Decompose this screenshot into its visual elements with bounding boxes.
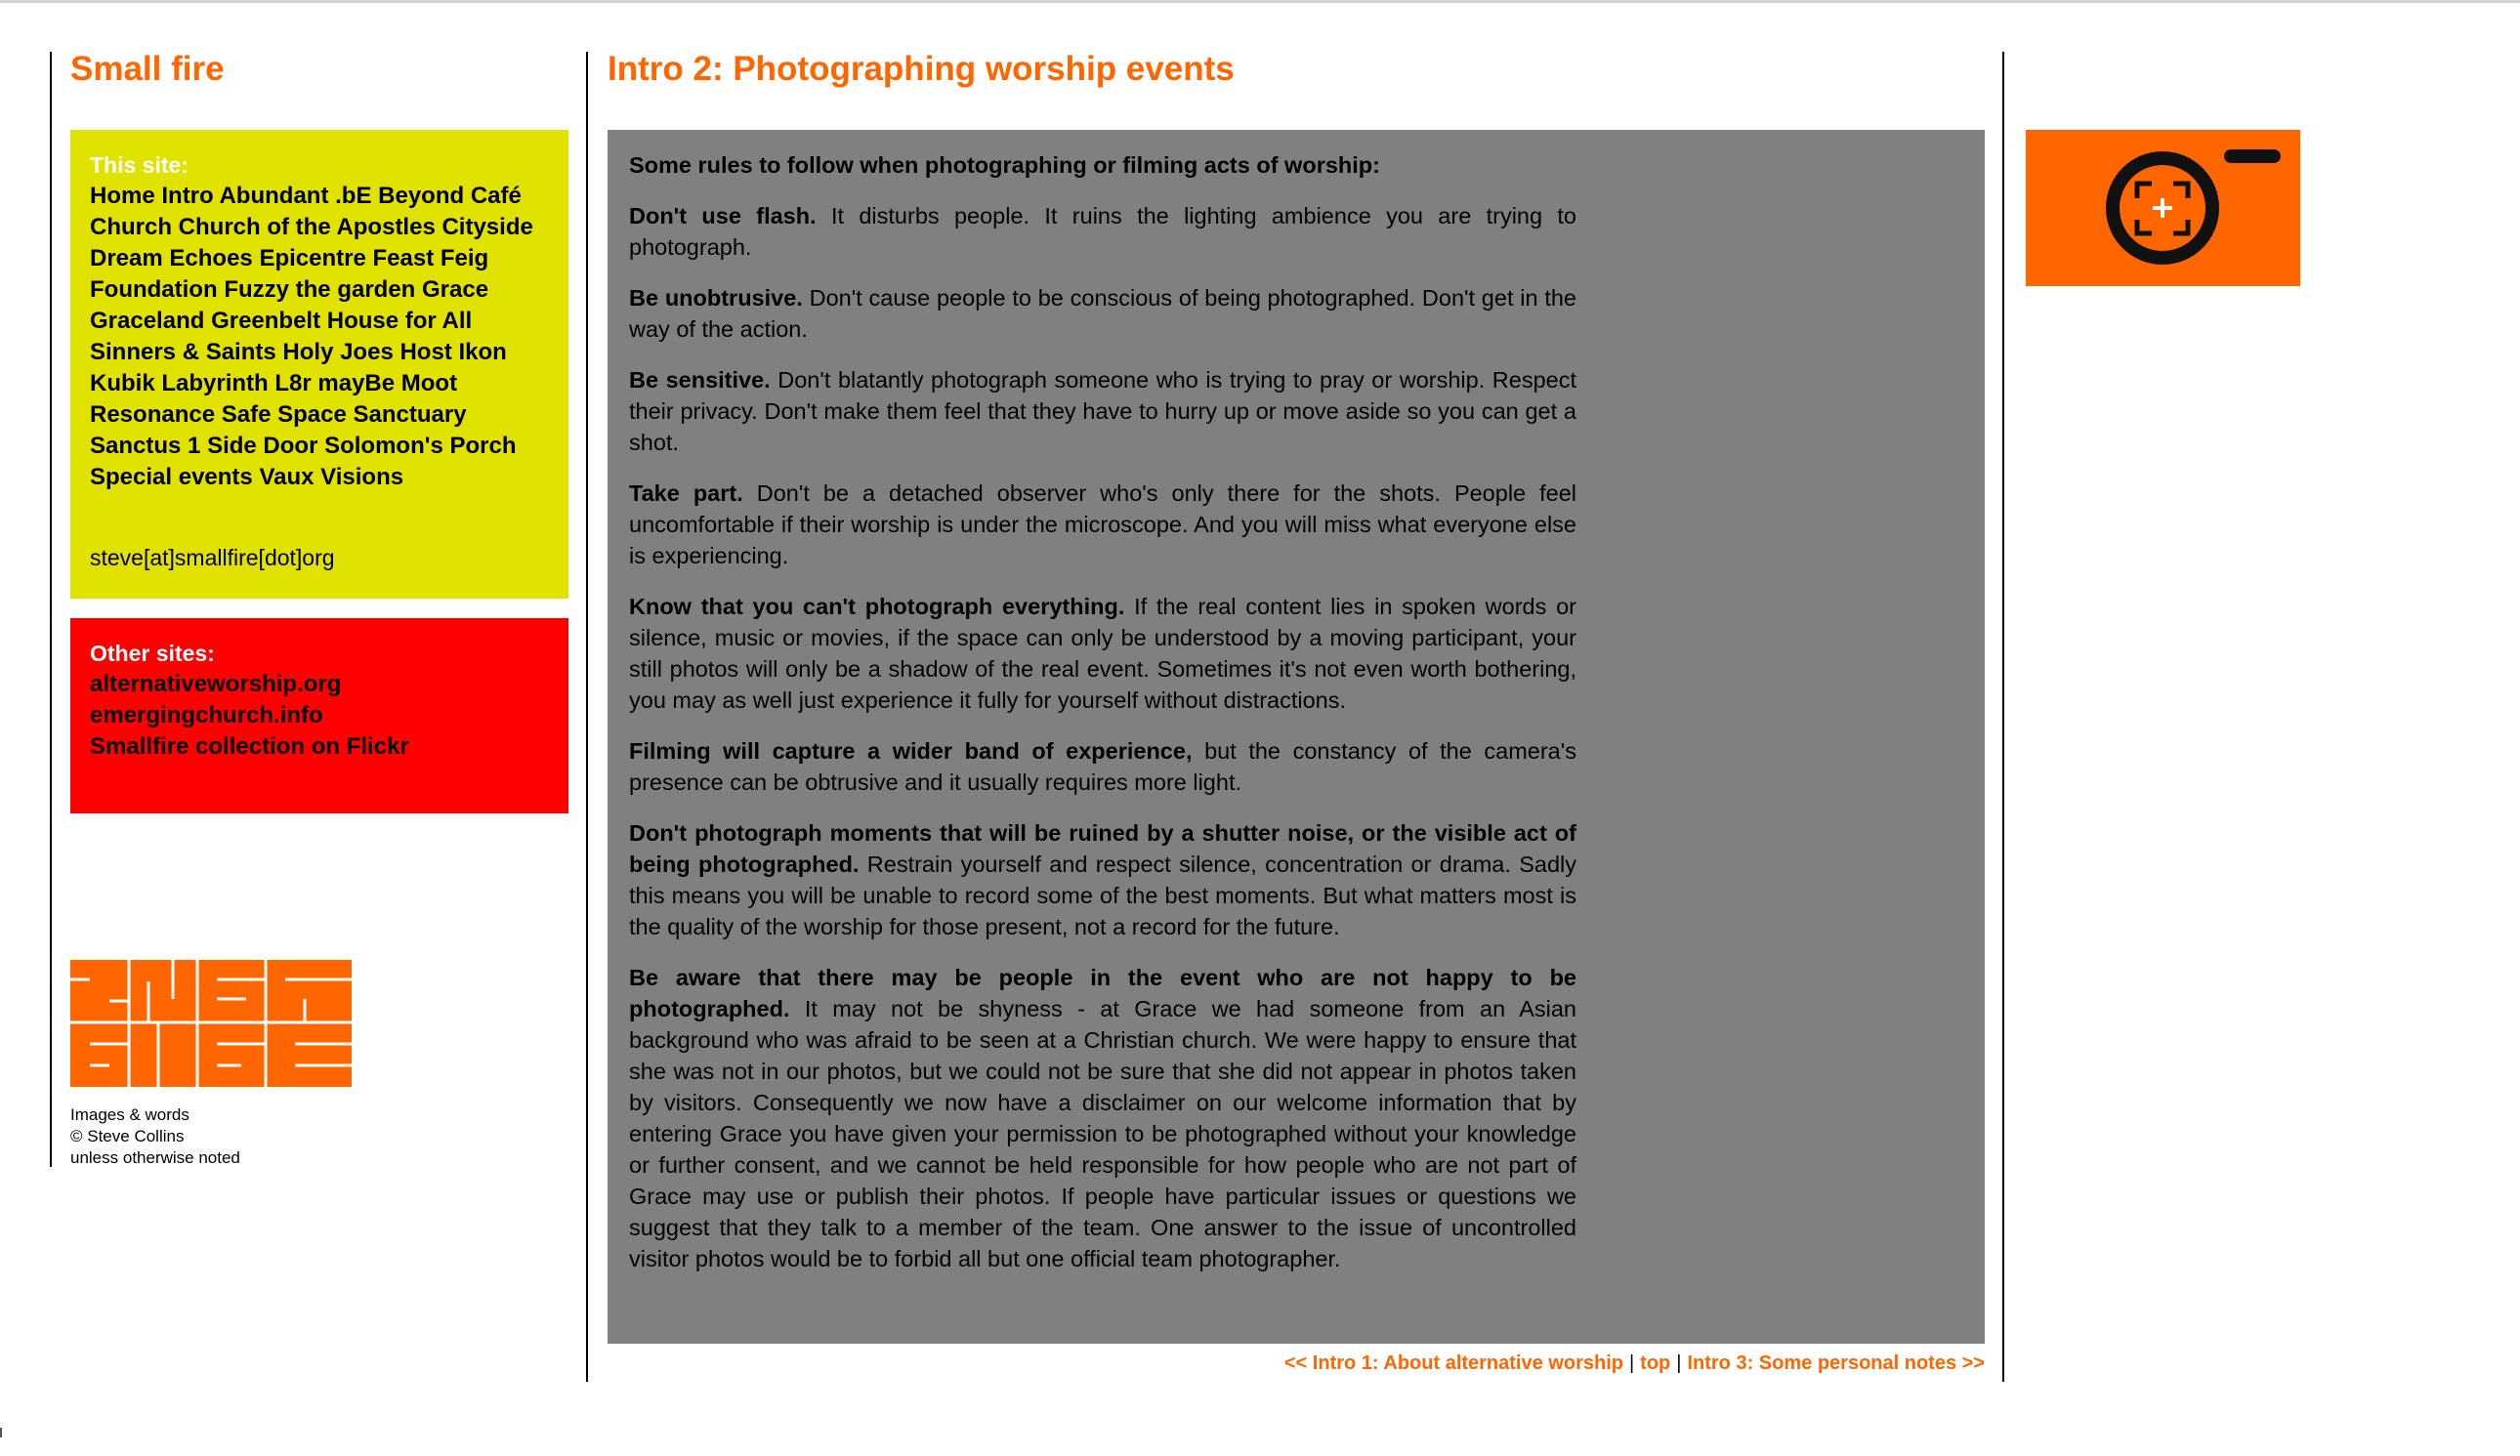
rule-lead: Be aware that there may be people in the event who are not happy to be photographed.	[629, 965, 1576, 1021]
sidebar-link[interactable]: mayBe	[317, 370, 396, 396]
rule-lead: Know that you can't photograph everything.	[629, 594, 1125, 619]
sidebar-link[interactable]: Vaux	[259, 464, 315, 490]
sidebar-link[interactable]: Feast	[372, 245, 435, 271]
rule-lead: Don't photograph moments that will be ruined by a shutter noise, or the visible act of being photographed.	[629, 820, 1576, 877]
site-title[interactable]: Small fire	[70, 50, 225, 88]
link-emergingchurch[interactable]: emergingchurch.info	[90, 702, 323, 728]
rule-body: Don't be a detached observer who's only there for the shots. People feel uncomfortable if their worship is under the microscope. And you will miss what everyone else is experiencing.	[629, 480, 1576, 568]
sidebar-link[interactable]: House for All Sinners & Saints	[90, 308, 473, 365]
this-site-heading: This site:	[90, 152, 189, 178]
rule-paragraph	[629, 591, 1576, 716]
other-sites-heading: Other sites:	[90, 641, 215, 666]
rule-lead: Filming will capture a wider band of experience,	[629, 738, 1193, 764]
rule-paragraph	[629, 735, 1576, 798]
article-panel	[608, 130, 1985, 1344]
sidebar-link[interactable]: Dream	[90, 245, 163, 271]
nav-separator: |	[1628, 1352, 1635, 1374]
sidebar-link[interactable]: Sanctuary	[353, 401, 467, 428]
rule-paragraph	[629, 478, 1576, 571]
sidebar-link[interactable]: Abundant	[219, 183, 329, 209]
rule-lead: Take part.	[629, 480, 743, 506]
article-body	[629, 149, 1576, 1274]
sidebar-link[interactable]: Side Door	[207, 433, 318, 459]
smallfire-logo	[70, 960, 352, 1087]
edge-mark	[0, 1428, 2, 1437]
sidebar-link[interactable]: .bE	[335, 183, 372, 209]
credits-line: unless otherwise noted	[70, 1148, 240, 1167]
sidebar-link[interactable]: Sanctus 1	[90, 433, 201, 459]
rule-paragraph	[629, 962, 1576, 1274]
camera-graphic	[2026, 130, 2300, 286]
rule-paragraph	[629, 282, 1576, 345]
sidebar-link[interactable]: Intro	[161, 183, 214, 209]
footer-nav	[1284, 1352, 1985, 1375]
rule-lead: Be unobtrusive.	[629, 285, 803, 311]
rule-body: Restrain yourself and respect silence, concentration or drama. Sadly this means you will be unable to record some of the best moments. But what matters most is the quality of the worship for those present, not a record for the future.	[629, 852, 1576, 939]
left-rule	[50, 52, 52, 1167]
sidebar-link[interactable]: Kubik	[90, 370, 155, 396]
sidebar-link[interactable]: Grace	[422, 276, 489, 303]
sidebar-link[interactable]: Graceland	[90, 308, 205, 334]
sidebar-link[interactable]: Solomon's Porch	[324, 433, 517, 459]
other-sites-box	[70, 618, 568, 813]
right-rule	[2002, 52, 2004, 1382]
credits-line: © Steve Collins	[70, 1127, 185, 1145]
link-alternativeworship[interactable]: alternativeworship.org	[90, 671, 342, 697]
article-intro: Some rules to follow when photographing or filming acts of worship:	[629, 152, 1380, 178]
sidebar-link[interactable]: Church of the Apostles	[178, 214, 436, 240]
sidebar-link[interactable]: L8r	[274, 370, 312, 396]
rule-body: It may not be shyness - at Grace we had someone from an Asian background who was afraid to be seen at a Christian church. We were happy to ensure that she was not in our photos, but we could not be sure that she did not appear in photos taken by visitors. Consequently we now have a disclaimer on our welcome information that by entering Grace you have given your permission to be photographed without your knowledge or further consent, and we cannot be held responsible for how people who are not part of Grace may use or publish their photos. If people have particular issues or questions we suggest that they talk to a member of the team. One answer to the issue of uncontrolled visitor photos would be to forbid all but one official team photographer.	[629, 996, 1576, 1271]
sidebar-link[interactable]: Beyond	[378, 183, 465, 209]
page-title: Intro 2: Photographing worship events	[608, 50, 1235, 88]
camera-icon	[2026, 130, 2300, 286]
sidebar-link[interactable]: Ikon	[458, 339, 507, 365]
sidebar-link[interactable]: Cityside	[441, 214, 533, 240]
sidebar-link[interactable]: Café Church	[90, 183, 522, 240]
rule-body: but the constancy of the camera's presence can be obtrusive and it usually requires more light.	[629, 738, 1576, 795]
rule-lead: Don't use flash.	[629, 203, 817, 229]
sidebar-link[interactable]: Greenbelt	[211, 308, 321, 334]
sidebar-link[interactable]: Special events	[90, 464, 253, 490]
sidebar-link[interactable]: Resonance	[90, 401, 216, 428]
next-page-link[interactable]: Intro 3: Some personal notes >>	[1687, 1352, 1985, 1374]
sidebar-link[interactable]: Home	[90, 183, 155, 209]
top-link[interactable]: top	[1640, 1352, 1671, 1374]
sidebar-link[interactable]: Fuzzy	[224, 276, 289, 303]
sidebar-link[interactable]: Echoes	[169, 245, 253, 271]
rule-paragraph	[629, 200, 1576, 263]
link-flickr-collection[interactable]: Smallfire collection on Flickr	[90, 733, 409, 760]
rule-body: Don't blatantly photograph someone who is trying to pray or worship. Respect their privacy. Don't make them feel that they have to hurry up or move aside so you can get a shot.	[629, 367, 1577, 455]
sidebar-link[interactable]: Labyrinth	[161, 370, 269, 396]
credits	[70, 1104, 240, 1169]
rule-body: Don't cause people to be conscious of being photographed. Don't get in the way of the action.	[629, 285, 1576, 342]
sidebar-link[interactable]: Epicentre	[259, 245, 366, 271]
sidebar-link[interactable]: the garden	[295, 276, 416, 303]
contact-email: steve[at]smallfire[dot]org	[90, 545, 335, 570]
sidebar-link[interactable]: Moot	[400, 370, 458, 396]
prev-page-link[interactable]: << Intro 1: About alternative worship	[1283, 1352, 1623, 1374]
sidebar-link[interactable]: Holy Joes	[282, 339, 394, 365]
rule-body: It disturbs people. It ruins the lighting ambience you are trying to photograph.	[629, 203, 1577, 260]
rule-body: If the real content lies in spoken words or silence, music or movies, if the space can only be understood by a moving participant, your still photos will only be a shadow of the real event. Sometimes it's not even worth bothering, you may as well just experience it fully for yourself without distractions.	[629, 594, 1576, 713]
middle-rule	[586, 52, 588, 1382]
credits-line: Images & words	[70, 1105, 189, 1124]
sidebar-link[interactable]: Feig Foundation	[90, 245, 489, 303]
rule-lead: Be sensitive.	[629, 367, 771, 393]
top-border	[0, 0, 2520, 3]
this-site-box	[70, 130, 568, 599]
rule-paragraph	[629, 364, 1576, 458]
other-sites-links	[90, 669, 549, 763]
site-links	[90, 181, 549, 493]
sidebar-link[interactable]: Safe Space	[221, 401, 347, 428]
sidebar-link[interactable]: Visions	[320, 464, 404, 490]
sidebar-link[interactable]: Host	[399, 339, 452, 365]
nav-separator: |	[1676, 1352, 1682, 1374]
rule-paragraph	[629, 817, 1576, 942]
